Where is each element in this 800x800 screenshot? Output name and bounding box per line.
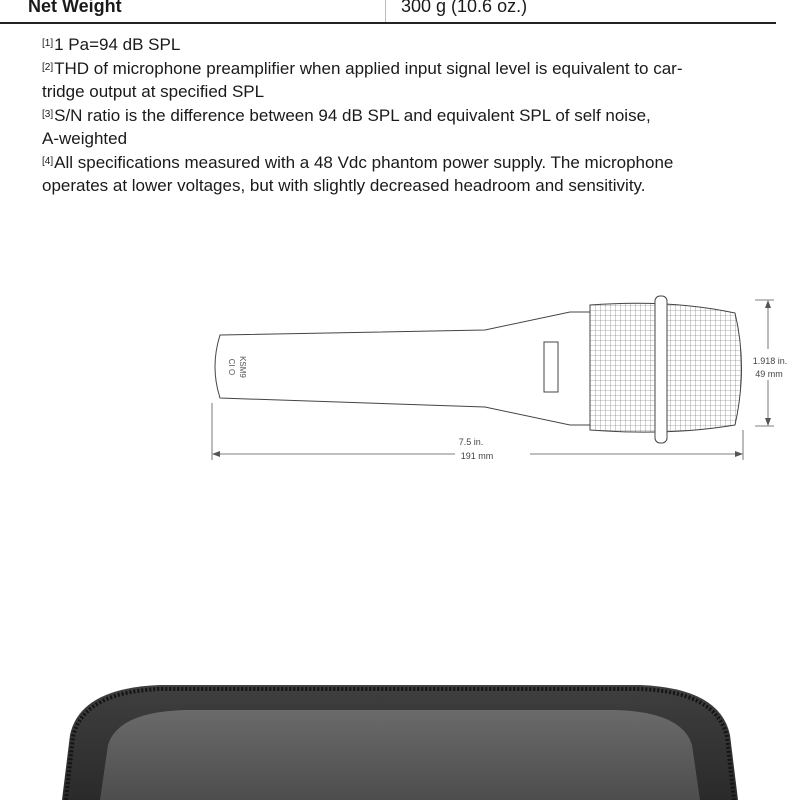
height-dimension	[753, 300, 788, 426]
footnote-text: THD of microphone preamplifier when applied input signal level is equivalent to car-	[54, 58, 683, 78]
length-inches: 7.5 in.	[458, 437, 484, 447]
grille-band	[655, 296, 667, 443]
spec-label: Net Weight	[28, 0, 122, 16]
model-badge	[544, 342, 558, 392]
model-sublabel: CI O	[227, 358, 236, 376]
spec-value: 300 g (10.6 oz.)	[401, 0, 528, 16]
footnote-mark: [4]	[42, 155, 54, 167]
spec-table-row	[0, 0, 776, 24]
footnote-mark: [3]	[42, 108, 54, 120]
height-inches: 1.918 in.	[752, 356, 788, 366]
footnotes	[42, 33, 762, 198]
height-millimeters: 49 mm	[755, 369, 783, 379]
footnote-1	[42, 33, 762, 57]
footnote-mark: [1]	[42, 38, 54, 49]
footnote-text: operates at lower voltages, but with slightly decreased headroom and sensitivity.	[42, 176, 646, 195]
footnote-text: All specifications measured with a 48 Vdc phantom power supply. The microphone	[54, 152, 674, 172]
model-label: KSM9	[238, 356, 247, 378]
length-millimeters: 191 mm	[460, 451, 494, 461]
footnote-text: tridge output at specified SPL	[42, 82, 265, 101]
footnote-text: S/N ratio is the difference between 94 dB SPL and equivalent SPL of self noise,	[54, 105, 651, 125]
microphone-outline	[215, 296, 742, 443]
footnote-4	[42, 151, 762, 198]
footnote-text: 1 Pa=94 dB SPL	[54, 35, 181, 54]
footnote-2	[42, 57, 762, 104]
case-lid	[100, 710, 700, 800]
footnote-mark: [2]	[42, 61, 54, 73]
footnote-text: A-weighted	[42, 129, 128, 148]
table-divider	[385, 0, 386, 22]
carrying-case-photo	[0, 640, 800, 800]
microphone-dimension-drawing	[200, 285, 800, 475]
footnote-3	[42, 104, 762, 151]
